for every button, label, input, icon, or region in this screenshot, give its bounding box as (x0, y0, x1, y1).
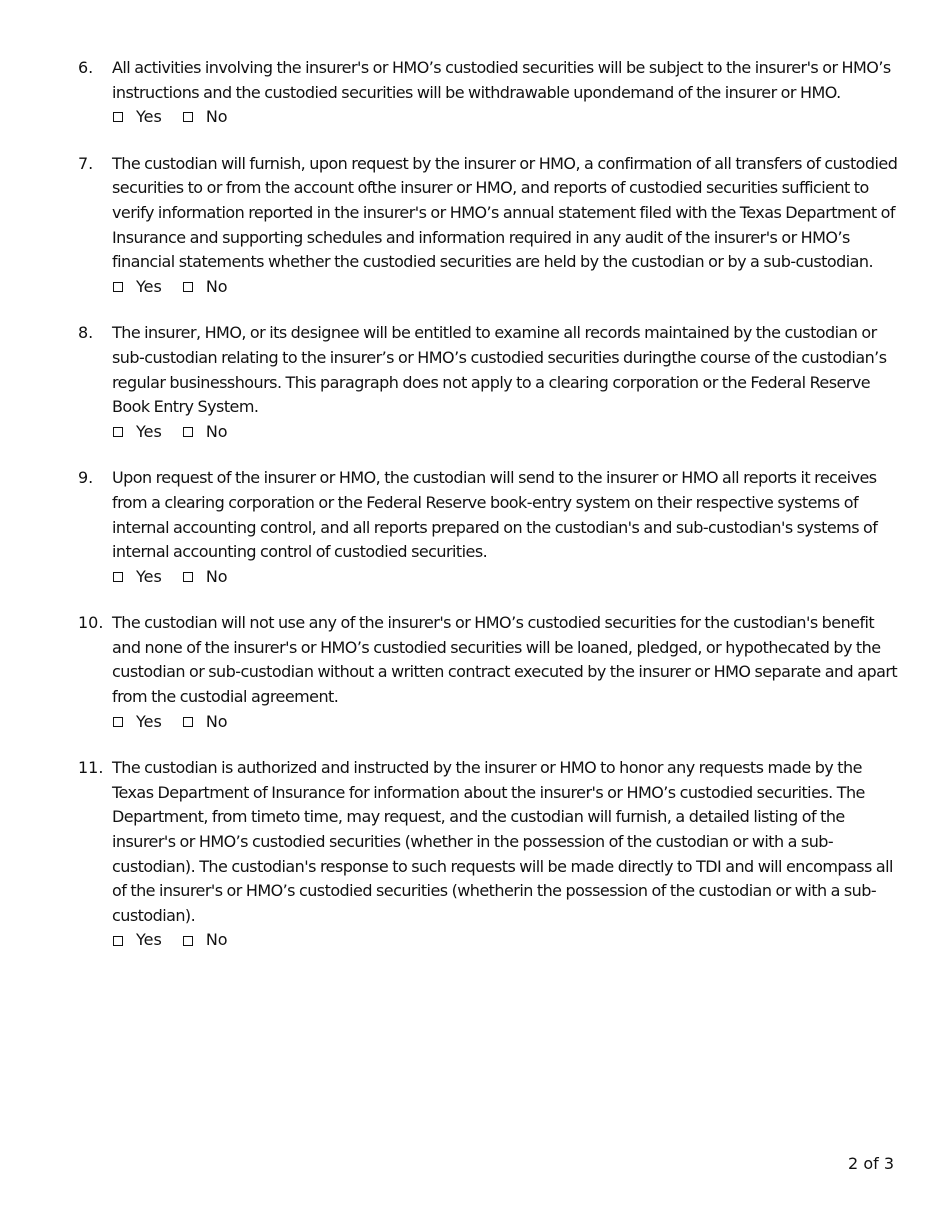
question-item-7 (78, 152, 900, 300)
no-label: No (205, 711, 228, 731)
yes-label: Yes (136, 711, 162, 731)
question-item-11 (78, 756, 900, 953)
question-number: 7. (78, 153, 94, 173)
yes-no-choices (112, 928, 900, 953)
question-number: 6. (78, 58, 94, 77)
checkbox-icon[interactable] (183, 112, 193, 122)
no-checkbox[interactable] (182, 565, 228, 590)
yes-checkbox[interactable] (112, 928, 162, 953)
question-item-10 (78, 611, 900, 734)
no-checkbox[interactable] (182, 928, 228, 953)
checkbox-icon[interactable] (113, 572, 123, 582)
no-label: No (205, 276, 228, 296)
question-number: 11. (78, 758, 104, 778)
question-text: The insurer, HMO, or its designee will be entitled to examine all records maintained by the custodian or sub-custodian relating to the insurer’s or HMO’s custodied securities duringthe course of the custodian’s regular businesshours. This paragraph does not apply to a clearing corporation or the Federal Reserve Book Entry System. (112, 323, 887, 417)
yes-no-choices (112, 565, 900, 590)
yes-no-choices (112, 105, 900, 130)
question-item-8 (78, 321, 900, 444)
checkbox-icon[interactable] (183, 282, 193, 292)
no-label: No (205, 421, 228, 441)
yes-no-choices (112, 420, 900, 445)
checkbox-icon[interactable] (113, 936, 123, 946)
no-checkbox[interactable] (182, 275, 228, 300)
yes-no-choices (112, 275, 900, 300)
checkbox-icon[interactable] (113, 717, 123, 727)
checkbox-icon[interactable] (113, 282, 123, 292)
yes-label: Yes (136, 276, 162, 296)
checkbox-icon[interactable] (183, 717, 193, 727)
question-text: The custodian will furnish, upon request by the insurer or HMO, a confirmation of all transfers of custodied securities to or from the account ofthe insurer or HMO, and reports of custodied securities sufficient to verify information reported in the insurer's or HMO’s annual statement filed with the Texas Department of Insurance and supporting schedules and information required in any audit of the insurer's or HMO’s financial statements whether the custodied securities are held by the custodian or by a sub-custodian. (112, 153, 898, 272)
no-checkbox[interactable] (182, 105, 228, 130)
question-text: The custodian is authorized and instructed by the insurer or HMO to honor any requests made by the Texas Department of Insurance for information about the insurer's or HMO’s custodied securities. The Department, from timeto time, may request, and the custodian will furnish, a detailed listing of the insurer's or HMO’s custodied securities (whether in the possession of the custodian or with a sub-custodian). The custodian's response to such requests will be made directly to TDI and will encompass all of the insurer's or HMO’s custodied securities (whetherin the possession of the custodian or with a sub-custodian). (112, 758, 893, 925)
yes-label: Yes (136, 107, 162, 127)
checkbox-icon[interactable] (113, 112, 123, 122)
question-item-9 (78, 466, 900, 589)
no-checkbox[interactable] (182, 710, 228, 735)
question-text: Upon request of the insurer or HMO, the custodian will send to the insurer or HMO all reports it receives from a clearing corporation or the Federal Reserve book-entry system on their respective systems of internal accounting control, and all reports prepared on the custodian's and sub-custodian's systems of internal accounting control of custodied securities. (112, 468, 878, 562)
yes-label: Yes (136, 421, 162, 441)
yes-no-choices (112, 710, 900, 735)
no-checkbox[interactable] (182, 420, 228, 445)
yes-label: Yes (136, 566, 162, 586)
page-number: 2 of 3 (848, 1154, 894, 1173)
yes-checkbox[interactable] (112, 105, 162, 130)
checkbox-icon[interactable] (183, 572, 193, 582)
no-label: No (205, 566, 228, 586)
question-number: 10. (78, 613, 104, 633)
yes-label: Yes (136, 930, 162, 950)
question-item-6 (78, 56, 900, 130)
checkbox-icon[interactable] (183, 427, 193, 437)
yes-checkbox[interactable] (112, 420, 162, 445)
no-label: No (205, 107, 228, 127)
question-number: 9. (78, 468, 94, 488)
question-text: The custodian will not use any of the insurer's or HMO’s custodied securities for the custodian's benefit and none of the insurer's or HMO’s custodied securities will be loaned, pledged, or hypothecated by the custodian or sub-custodian without a written contract executed by the insurer or HMO separate and apart from the custodial agreement. (112, 613, 898, 707)
checkbox-icon[interactable] (183, 936, 193, 946)
yes-checkbox[interactable] (112, 710, 162, 735)
question-text: All activities involving the insurer's or HMO’s custodied securities will be subject to the insurer's or HMO’s instructions and the custodied securities will be withdrawable upondemand of the insurer or HMO. (112, 58, 891, 102)
yes-checkbox[interactable] (112, 565, 162, 590)
question-list (78, 56, 900, 975)
yes-checkbox[interactable] (112, 275, 162, 300)
no-label: No (205, 930, 228, 950)
question-number: 8. (78, 323, 94, 343)
checkbox-icon[interactable] (113, 427, 123, 437)
